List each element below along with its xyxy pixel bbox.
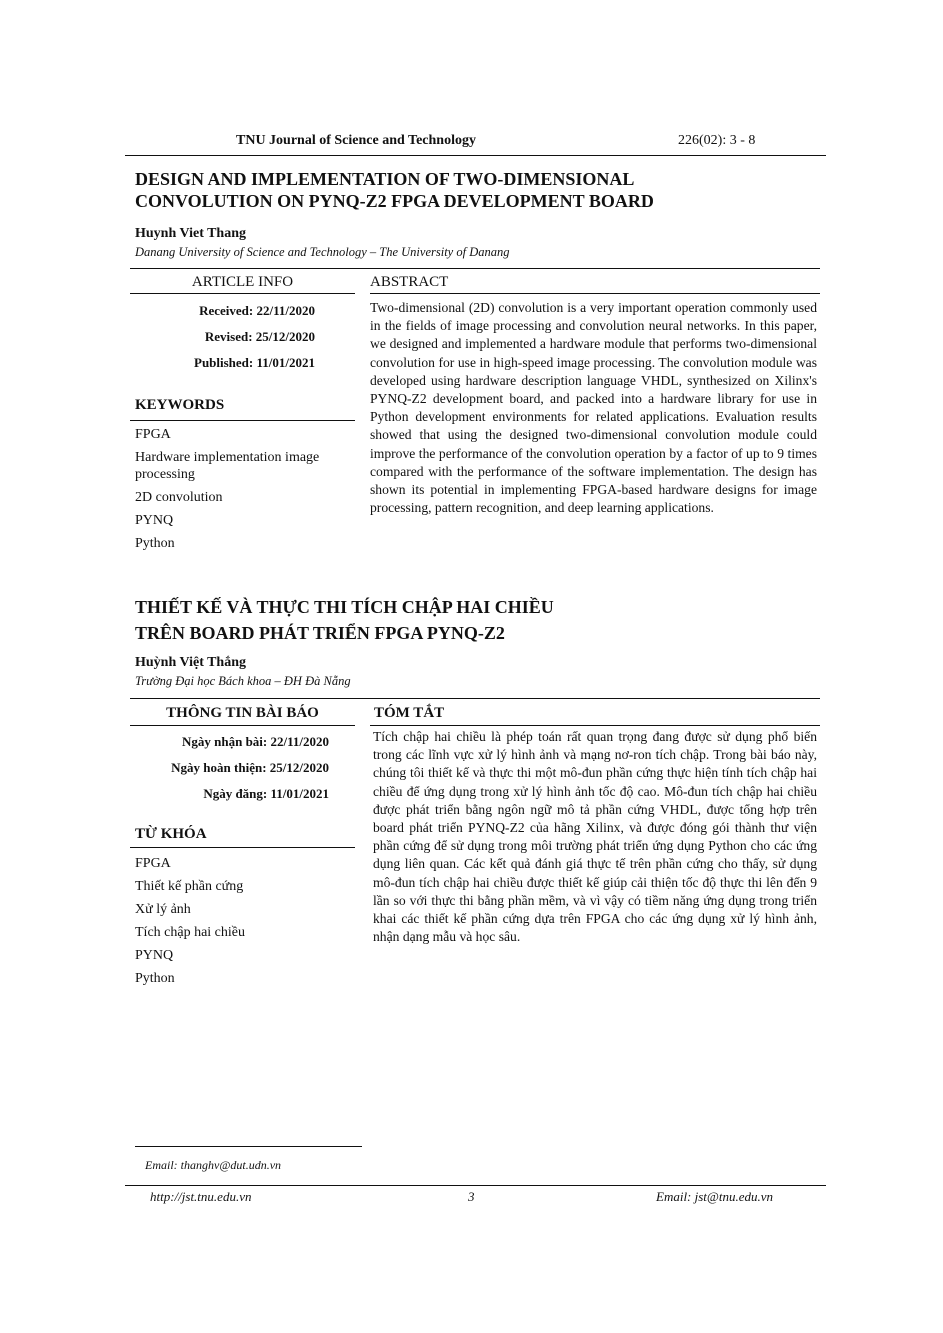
keyword: PYNQ bbox=[135, 513, 174, 528]
footnote-rule bbox=[135, 1146, 362, 1147]
header-rule bbox=[125, 155, 826, 156]
keyword: Xử lý ảnh bbox=[135, 902, 191, 917]
author-en: Huynh Viet Thang bbox=[135, 226, 247, 241]
footer-email[interactable]: Email: jst@tnu.edu.vn bbox=[656, 1189, 774, 1204]
title-vi bbox=[135, 594, 554, 646]
rule bbox=[130, 725, 355, 726]
keyword: Python bbox=[135, 536, 175, 551]
rule bbox=[130, 698, 820, 699]
footer-rule bbox=[125, 1185, 826, 1186]
keyword: FPGA bbox=[135, 427, 171, 442]
keyword: FPGA bbox=[135, 856, 171, 871]
rule bbox=[130, 293, 355, 294]
keyword: Thiết kế phần cứng bbox=[135, 879, 244, 894]
abstract-heading: ABSTRACT bbox=[370, 274, 449, 290]
issue-pages: 226(02): 3 - 8 bbox=[678, 133, 756, 148]
received-date: Received: 22/11/2020 bbox=[199, 303, 315, 318]
affiliation-vi: Trường Đại học Bách khoa – ĐH Đà Nẵng bbox=[135, 674, 351, 688]
keywords-heading-vi: TỪ KHÓA bbox=[135, 826, 207, 842]
abstract-heading-vi: TÓM TẮT bbox=[374, 705, 445, 721]
keyword: Python bbox=[135, 971, 175, 986]
title-line: DESIGN AND IMPLEMENTATION OF TWO-DIMENSIONAL bbox=[135, 169, 635, 189]
keywords-en bbox=[135, 426, 350, 558]
footnote-email: Email: thanghv@dut.udn.vn bbox=[145, 1158, 282, 1172]
title-en bbox=[135, 168, 654, 212]
rule bbox=[130, 268, 820, 269]
keywords-heading: KEYWORDS bbox=[135, 397, 225, 413]
keyword: Hardware implementation image processing bbox=[135, 450, 320, 482]
received-date: Ngày nhận bài: 22/11/2020 bbox=[181, 734, 329, 749]
dates-vi bbox=[130, 734, 329, 812]
keyword: Tích chập hai chiều bbox=[135, 925, 246, 940]
rule bbox=[130, 420, 355, 421]
keyword: 2D convolution bbox=[135, 490, 223, 505]
article-info-heading: ARTICLE INFO bbox=[191, 274, 294, 290]
page-number: 3 bbox=[468, 1189, 475, 1204]
title-line: THIẾT KẾ VÀ THỰC THI TÍCH CHẬP HAI CHIỀU bbox=[135, 597, 554, 617]
affiliation-en: Danang University of Science and Technology – The University of Danang bbox=[135, 245, 510, 259]
revised-date: Revised: 25/12/2020 bbox=[204, 329, 315, 344]
rule bbox=[130, 847, 355, 848]
published-date: Ngày đăng: 11/01/2021 bbox=[203, 786, 329, 801]
revised-date: Ngày hoàn thiện: 25/12/2020 bbox=[171, 760, 329, 775]
journal-name: TNU Journal of Science and Technology bbox=[236, 133, 476, 148]
rule bbox=[370, 293, 820, 294]
abstract-en: Two-dimensional (2D) convolution is a very important operation commonly used in the fields of image processing and convolution neural networks. In this paper, we designed and implemented a hardware module that performs two-dimensional convolution for use in high-speed image processing. The convolution module was developed using hardware description language VHDL, synthesized on Xilinx's PYNQ-Z2 development board, and packed into a hardware library for use in Python development environments for related applications. Evaluation results showed that using the designed two-dimensional convolution module could improve the performance of the convolution operation by a factor of up to 9 times compared with the performance of the software implementation. The design has shown its potential in implementing FPGA-based hardware designs for image processing, pattern recognition, and deep learning applications. bbox=[370, 300, 817, 516]
title-line: TRÊN BOARD PHÁT TRIỂN FPGA PYNQ-Z2 bbox=[135, 623, 505, 643]
footer-url[interactable]: http://jst.tnu.edu.vn bbox=[150, 1189, 252, 1204]
dates-en bbox=[130, 303, 315, 381]
abstract-vi: Tích chập hai chiều là phép toán rất quan trọng đang được sử dụng phổ biến trong các lĩnh vực xử lý hình ảnh và mạng nơ-ron tích chập. Trong bài báo này, chúng tôi thiết kế và thực thi một mô-đun phần cứng thực hiện tính tích chập hai chiều để ứng dụng trong xử lý hình ảnh tốc độ cao. Mô-đun tích chập hai chiều được phát triển bằng ngôn ngữ mô tả phần cứng VHDL, được tổng hợp trên board phát triển PYNQ-Z2 của hãng Xilinx, và được đóng gói thành thư viện phần cứng để sử dụng trong môi trường phát triển ứng dụng Python cho các ứng dụng liên quan. Các kết quả đánh giá thực tế trên phần cứng cho thấy, sử dụng mô-đun tích chập hai chiều được thiết kế giúp cải thiện tốc độ thực thi lên đến 9 lần so với thực thi bằng phần mềm, và vì vậy có tiềm năng ứng dụng trong triển khai các thiết kế phần cứng dựa trên FPGA cho các ứng dụng xử lý hình ảnh, nhận dạng mẫu và học sâu. bbox=[373, 729, 817, 945]
keywords-vi bbox=[135, 855, 350, 993]
article-info-heading-vi: THÔNG TIN BÀI BÁO bbox=[166, 705, 319, 721]
published-date: Published: 11/01/2021 bbox=[194, 355, 315, 370]
title-line: CONVOLUTION ON PYNQ-Z2 FPGA DEVELOPMENT BOARD bbox=[135, 191, 654, 211]
keyword: PYNQ bbox=[135, 948, 174, 963]
author-vi: Huỳnh Việt Thắng bbox=[135, 655, 247, 670]
rule bbox=[370, 725, 820, 726]
